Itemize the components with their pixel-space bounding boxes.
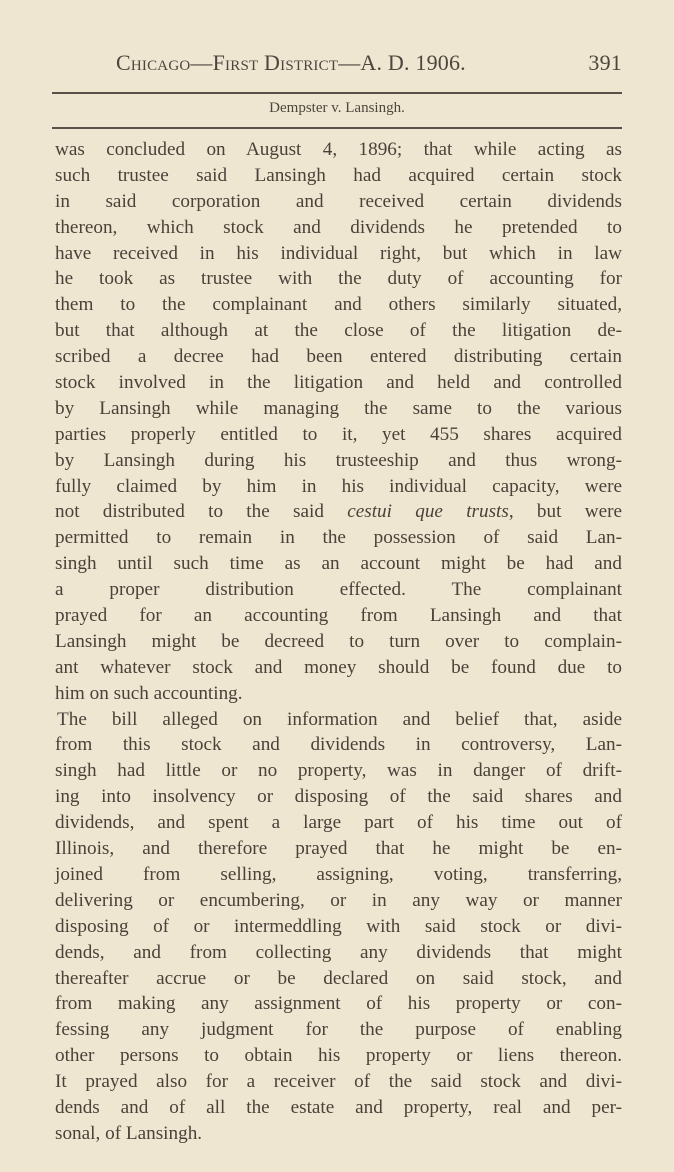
text-line: not distributed to the said cestui que trusts, but were (55, 501, 622, 523)
text-line: other persons to obtain his property or liens thereon. (55, 1045, 622, 1067)
text-line: delivering or encumbering, or in any way or manner (55, 889, 622, 911)
running-title: Chicago—First District—A. D. 1906. (116, 50, 466, 75)
text-line: he took as trustee with the duty of accounting for (55, 268, 622, 290)
text-line: dends and of all the estate and property, real and per- (55, 1096, 622, 1118)
text-line: fessing any judgment for the purpose of enabling (55, 1019, 622, 1041)
paragraph (55, 137, 622, 707)
text-line: ant whatever stock and money should be found due to (55, 656, 622, 678)
text-line: them to the complainant and others similarly situated, (55, 294, 622, 316)
text-line: Lansingh might be decreed to turn over to complain- (55, 630, 622, 652)
page-number: 391 (588, 50, 622, 75)
paragraph (55, 707, 622, 1147)
text-line: but that although at the close of the litigation de- (55, 320, 622, 342)
text-line: stock involved in the litigation and held and controlled (55, 372, 622, 394)
text-line: was concluded on August 4, 1896; that while acting as (55, 139, 622, 160)
text-line: a proper distribution effected. The complainant (55, 579, 622, 601)
text-line: singh until such time as an account might be had and (55, 553, 622, 575)
text-line: have received in his individual right, but which in law (55, 242, 622, 264)
text-line: ing into insolvency or disposing of the said shares and (55, 786, 622, 808)
text-line: from making any assignment of his property or con- (55, 993, 622, 1015)
text-line: singh had little or no property, was in danger of drift- (55, 760, 622, 782)
text-line: thereafter accrue or be declared on said stock, and (55, 967, 622, 989)
text-line: by Lansingh while managing the same to the various (55, 397, 622, 419)
text-line: disposing of or intermeddling with said stock or divi- (55, 915, 622, 937)
text-line: thereon, which stock and dividends he pretended to (55, 216, 622, 238)
text-line: him on such accounting. (55, 682, 243, 704)
text-line: from this stock and dividends in controversy, Lan- (55, 734, 622, 756)
body-text (55, 137, 622, 1147)
text-line: It prayed also for a receiver of the said stock and divi- (55, 1071, 622, 1093)
text-line: The bill alleged on information and belief that, aside (57, 708, 622, 730)
text-line: by Lansingh during his trusteeship and thus wrong- (55, 449, 622, 471)
text-line: sonal, of Lansingh. (55, 1122, 203, 1144)
text-line: fully claimed by him in his individual capacity, were (55, 475, 622, 497)
text-line: Illinois, and therefore prayed that he might be en- (55, 838, 622, 860)
text-line: joined from selling, assigning, voting, transferring, (55, 863, 622, 885)
text-line: dends, and from collecting any dividends that might (55, 941, 622, 963)
text-line: prayed for an accounting from Lansingh and that (55, 605, 622, 627)
header-rule-bottom (52, 127, 622, 129)
text-line: dividends, and spent a large part of his time out of (55, 812, 622, 834)
text-line: parties properly entitled to it, yet 455 shares acquired (55, 423, 622, 445)
text-line: in said corporation and received certain dividends (55, 190, 622, 212)
italic-phrase: cestui que trusts (347, 501, 509, 523)
header-rule-top (52, 92, 622, 94)
text-line: permitted to remain in the possession of said Lan- (55, 527, 622, 549)
case-title: Dempster v. Lansingh. (269, 100, 405, 116)
text-line: scribed a decree had been entered distributing certain (55, 346, 622, 368)
text-line: such trustee said Lansingh had acquired certain stock (55, 164, 622, 186)
